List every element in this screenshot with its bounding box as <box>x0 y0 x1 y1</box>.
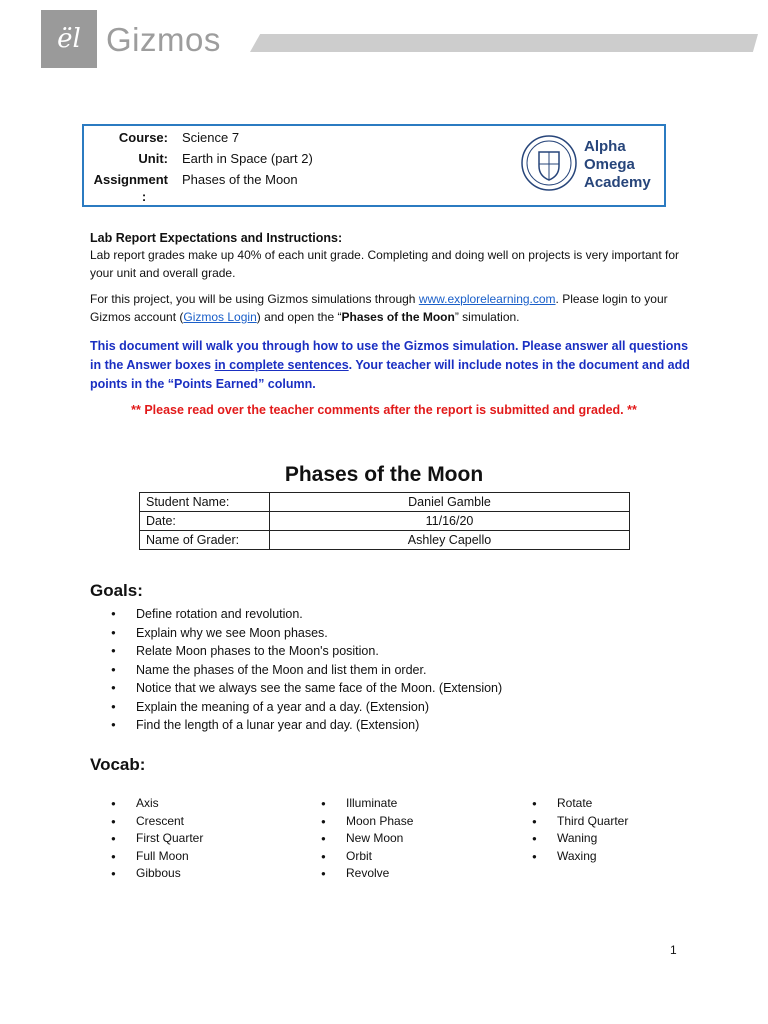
explorelearning-link[interactable]: www.explorelearning.com <box>418 292 556 306</box>
page-title: Phases of the Moon <box>284 463 484 486</box>
instructions-paragraph-2: For this project, you will be using Gizmos simulations through www.explorelearning.com. Please login to your Gizmos account (Gizmos Login) and open the “Phases of the Moon” simulation. <box>90 292 668 324</box>
gizmos-login-link[interactable]: Gizmos Login <box>183 310 257 324</box>
list-item: ● Notice that we always see the same face of the Moon. (Extension) <box>111 679 502 698</box>
list-item: ● Revolve <box>321 865 413 883</box>
table-row <box>140 531 630 550</box>
vocab-heading: Vocab: <box>90 755 146 774</box>
list-item: ● Define rotation and revolution. <box>111 605 502 624</box>
list-item: ● Waxing <box>532 848 628 866</box>
list-item: ● Relate Moon phases to the Moon's position. <box>111 642 502 661</box>
assignment-label: Assignment <box>93 172 168 187</box>
assignment-value: Phases of the Moon <box>182 172 298 187</box>
table-row <box>140 493 630 512</box>
list-item: ● Crescent <box>111 813 203 831</box>
course-info-box <box>82 124 666 207</box>
date-label: Date: <box>140 512 270 531</box>
assignment-label-colon: : <box>141 189 147 204</box>
page-number: 1 <box>670 943 677 957</box>
list-item: ● Explain the meaning of a year and a day. (Extension) <box>111 698 502 717</box>
instructions-blue-note: This document will walk you through how to use the Gizmos simulation. Please answer all questions in the Answer boxes in complete sentences. Your teacher will include notes in the document and add points in the “Points Earned” column. <box>90 339 690 391</box>
instructions-heading: Lab Report Expectations and Instructions: <box>90 231 343 245</box>
list-item: ● New Moon <box>321 830 413 848</box>
table-row <box>140 512 630 531</box>
teacher-comments-note: ** Please read over the teacher comments after the report is submitted and graded. ** <box>131 403 637 417</box>
student-info-table <box>139 492 630 550</box>
goals-heading: Goals: <box>90 581 143 600</box>
brand-name: Gizmos <box>106 21 221 58</box>
list-item: ● Third Quarter <box>532 813 628 831</box>
list-item: ● First Quarter <box>111 830 203 848</box>
list-item: ● Explain why we see Moon phases. <box>111 624 502 643</box>
grader-value: Ashley Capello <box>270 531 630 550</box>
list-item: ● Illuminate <box>321 795 413 813</box>
list-item: ● Waning <box>532 830 628 848</box>
header-stripe <box>250 34 758 52</box>
grader-label: Name of Grader: <box>140 531 270 550</box>
date-value: 11/16/20 <box>270 512 630 531</box>
list-item: ● Gibbous <box>111 865 203 883</box>
school-crest-icon <box>520 134 578 192</box>
list-item: ● Rotate <box>532 795 628 813</box>
school-name: Alpha Omega Academy <box>584 138 651 191</box>
list-item: ● Orbit <box>321 848 413 866</box>
list-item: ● Axis <box>111 795 203 813</box>
gizmos-logo-icon: ël <box>41 10 97 68</box>
list-item: ● Find the length of a lunar year and day. (Extension) <box>111 716 502 735</box>
student-name-value: Daniel Gamble <box>270 493 630 512</box>
instructions-paragraph-1: Lab report grades make up 40% of each unit grade. Completing and doing well on projects is very important for your unit and overall grade. <box>90 248 679 280</box>
vocab-column-2 <box>321 795 413 883</box>
list-item: ● Full Moon <box>111 848 203 866</box>
vocab-column-1 <box>111 795 203 883</box>
unit-label: Unit: <box>138 151 168 166</box>
unit-value: Earth in Space (part 2) <box>182 151 313 166</box>
goals-list <box>111 605 502 735</box>
list-item: ● Name the phases of the Moon and list them in order. <box>111 661 502 680</box>
student-name-label: Student Name: <box>140 493 270 512</box>
course-label: Course: <box>118 130 168 145</box>
list-item: ● Moon Phase <box>321 813 413 831</box>
vocab-column-3 <box>532 795 628 865</box>
course-value: Science 7 <box>182 130 240 145</box>
